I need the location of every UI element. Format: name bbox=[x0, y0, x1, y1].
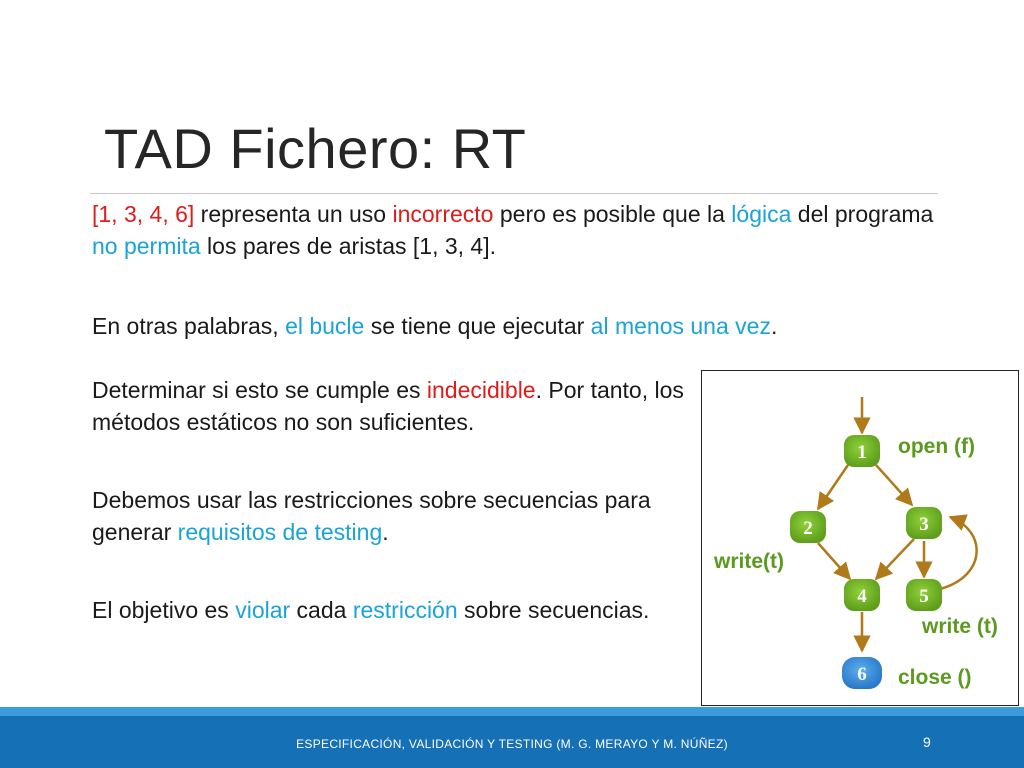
label-write-right: write (t) bbox=[922, 615, 998, 638]
node-4 bbox=[844, 579, 880, 611]
paragraph-run: Determinar si esto se cumple es bbox=[92, 377, 427, 403]
paragraph-run: Debemos usar las restricciones sobre secuencias para generar bbox=[92, 487, 651, 545]
svg-text:1: 1 bbox=[857, 442, 867, 463]
edge-3-4 bbox=[876, 539, 914, 579]
node-5 bbox=[906, 579, 942, 611]
page-number: 9 bbox=[923, 734, 931, 750]
node-3 bbox=[906, 507, 942, 539]
footer-text: ESPECIFICACIÓN, VALIDACIÓN Y TESTING (M. G. MERAYO Y M. NÚÑEZ) bbox=[296, 737, 728, 751]
node-6 bbox=[842, 657, 882, 689]
control-flow-graph bbox=[701, 370, 1019, 706]
node-1 bbox=[844, 435, 880, 467]
paragraph-run: se tiene que ejecutar bbox=[364, 313, 591, 339]
paragraph-run: del programa bbox=[791, 201, 934, 227]
edge-5-3-loop bbox=[940, 517, 977, 589]
title-divider bbox=[90, 193, 938, 194]
edge-1-3 bbox=[876, 465, 912, 505]
label-open: open (f) bbox=[898, 435, 975, 458]
paragraph-run: . bbox=[382, 519, 389, 545]
edge-1-2 bbox=[818, 465, 848, 509]
paragraph-run: lógica bbox=[731, 201, 792, 227]
paragraph-run: sobre secuencias. bbox=[457, 597, 650, 623]
paragraph-1 bbox=[92, 198, 952, 262]
slide-title: TAD Fichero: RT bbox=[104, 117, 527, 180]
paragraph-run: al menos una vez bbox=[590, 313, 771, 339]
paragraph-run: violar bbox=[235, 597, 291, 623]
paragraph-run: incorrecto bbox=[392, 201, 494, 227]
svg-text:2: 2 bbox=[803, 518, 813, 539]
paragraph-run: no permita bbox=[92, 233, 201, 259]
paragraph-run: el bucle bbox=[285, 313, 365, 339]
paragraph-run: El objetivo es bbox=[92, 597, 236, 623]
svg-text:4: 4 bbox=[857, 586, 867, 607]
paragraph-run: representa un uso bbox=[194, 201, 393, 227]
paragraph-2 bbox=[92, 310, 952, 342]
label-write-left: write(t) bbox=[714, 550, 784, 573]
graph-canvas bbox=[702, 371, 1020, 707]
paragraph-run: restricción bbox=[352, 597, 458, 623]
paragraph-run: . bbox=[770, 313, 778, 339]
paragraph-5 bbox=[92, 594, 692, 626]
node-2 bbox=[790, 511, 826, 543]
footer-accent-strip bbox=[0, 707, 1024, 716]
paragraph-run: [1, 3, 4, 6] bbox=[92, 201, 195, 227]
paragraph-run: cada bbox=[290, 597, 353, 623]
svg-text:3: 3 bbox=[919, 514, 929, 535]
paragraph-run: En otras palabras, bbox=[92, 313, 286, 339]
svg-text:5: 5 bbox=[919, 586, 929, 607]
paragraph-3 bbox=[92, 374, 692, 438]
paragraph-4 bbox=[92, 484, 692, 548]
label-close: close () bbox=[898, 666, 972, 689]
svg-text:6: 6 bbox=[857, 664, 867, 685]
paragraph-run: . Por tanto, los métodos estáticos no son suficientes. bbox=[92, 377, 684, 435]
paragraph-run: pero es posible que la bbox=[493, 201, 732, 227]
edge-2-4 bbox=[818, 543, 850, 579]
paragraph-run: requisitos de testing bbox=[177, 519, 383, 545]
paragraph-run: los pares de aristas [1, 3, 4]. bbox=[200, 233, 496, 259]
paragraph-run: indecidible bbox=[426, 377, 536, 403]
